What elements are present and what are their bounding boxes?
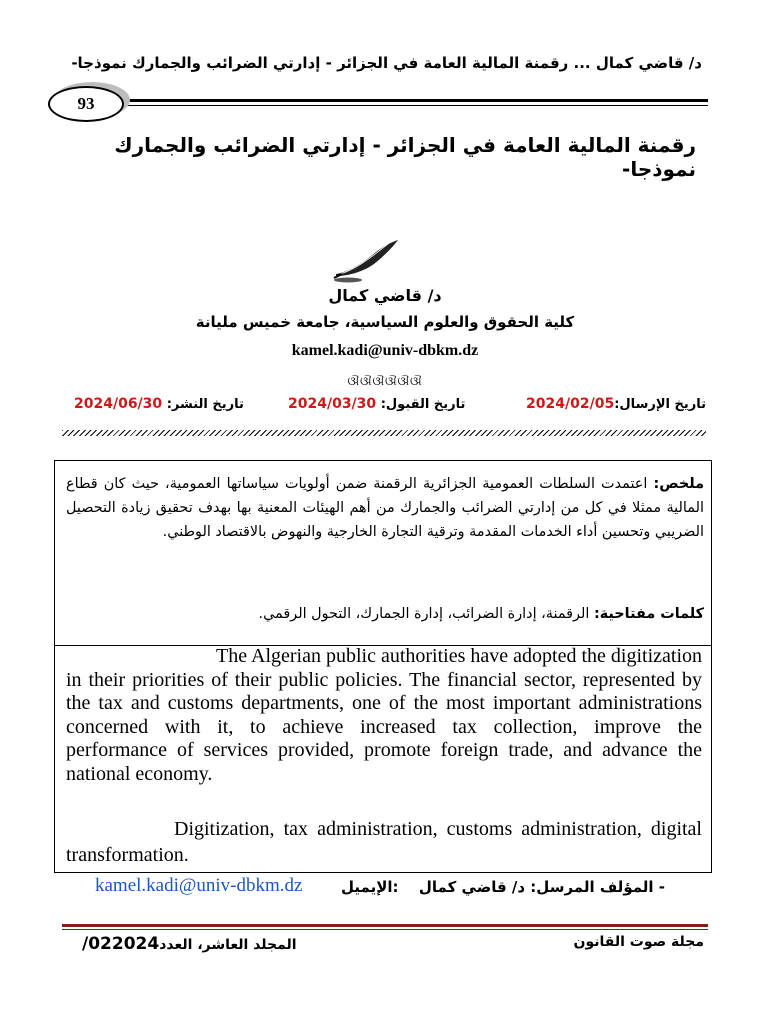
footer-rule — [62, 924, 708, 927]
corresponding-email-link[interactable]: kamel.kadi@univ-dbkm.dz — [95, 875, 303, 896]
header-rule-thin — [66, 105, 708, 106]
author-email[interactable]: kamel.kadi@univ-dbkm.dz — [291, 342, 479, 359]
date-published-value: 2024/06/30 — [74, 396, 163, 412]
date-published-label: تاريخ النشر: — [166, 397, 244, 412]
article-title: رقمنة المالية العامة في الجزائر - إدارتي الضرائب والجمارك نموذجا- — [114, 133, 696, 181]
ornament-divider: ଔଔଔଔଔଔ — [347, 374, 423, 388]
date-accepted-label: تاريخ القبول: — [380, 397, 466, 412]
quill-pen-icon — [328, 238, 400, 288]
abstract-english: The Algerian public authorities have adopted the digitization in their priorities of their public policies. The financial sector, represented by the tax and customs departments, one of the most important administrations concerned with it, to achieve increased tax collection, improve the performance of services provided, promote foreign trade, and advance the national economy. — [66, 645, 702, 785]
abstract-arabic-text: اعتمدت السلطات العمومية الجزائرية الرقمنة ضمن أولويات سياساتها العمومية، حيث كان قطاع المالية ممثلا في كل من إدارتي الضرائب والجمارك من أهم الهيئات المعنية بها بهدف تحقيق زيادة التحصيل الضريبي وتحسين أداء الخدمات المقدمة وترقية التجارة الخارجية والنهوض بالاقتصاد الوطني. — [66, 476, 704, 540]
date-sent-label: تاريخ الإرسال: — [614, 397, 706, 412]
keywords-arabic-text: الرقمنة، إدارة الضرائب، إدارة الجمارك، التحول الرقمي. — [258, 606, 590, 622]
date-sent-value: 2024/02/05 — [526, 396, 615, 412]
footer-journal-name: مجلة صوت القانون — [573, 934, 704, 950]
corresponding-author-label: - المؤلف المرسل: د/ قاضي كمال — [418, 878, 665, 896]
footer-rule-thin — [62, 929, 708, 930]
author-affiliation: كلية الحقوق والعلوم السياسية، جامعة خميس مليانة — [195, 313, 575, 331]
footer-issue-number: 02 — [88, 934, 112, 954]
footer-issue-label: المجلد العاشر، العدد — [159, 937, 297, 953]
date-accepted-value: 2024/03/30 — [288, 396, 377, 412]
abstract-arabic — [66, 472, 704, 544]
corresponding-author — [95, 876, 665, 900]
date-published — [74, 396, 244, 412]
keywords-english: Digitization, tax administration, customs administration, digital transformation. — [66, 818, 702, 866]
author-name: د/ قاضي كمال — [328, 286, 442, 305]
date-accepted — [288, 396, 465, 412]
corresponding-email-label: الإيميل: — [341, 878, 399, 896]
footer-issue — [82, 934, 297, 954]
keywords-arabic — [66, 606, 704, 622]
dates-row — [62, 396, 706, 416]
abstract-arabic-label: ملخص: — [653, 476, 704, 492]
header-rule — [66, 99, 708, 102]
hatched-divider — [62, 430, 706, 436]
footer-year: 2024/ — [82, 934, 160, 954]
keywords-arabic-label: كلمات مفتاحية: — [593, 606, 704, 622]
date-sent — [526, 396, 706, 412]
running-header: د/ قاضي كمال ... رقمنة المالية العامة في الجزائر - إدارتي الضرائب والجمارك نموذجا- — [71, 54, 702, 72]
page-number: 93 — [48, 86, 124, 122]
